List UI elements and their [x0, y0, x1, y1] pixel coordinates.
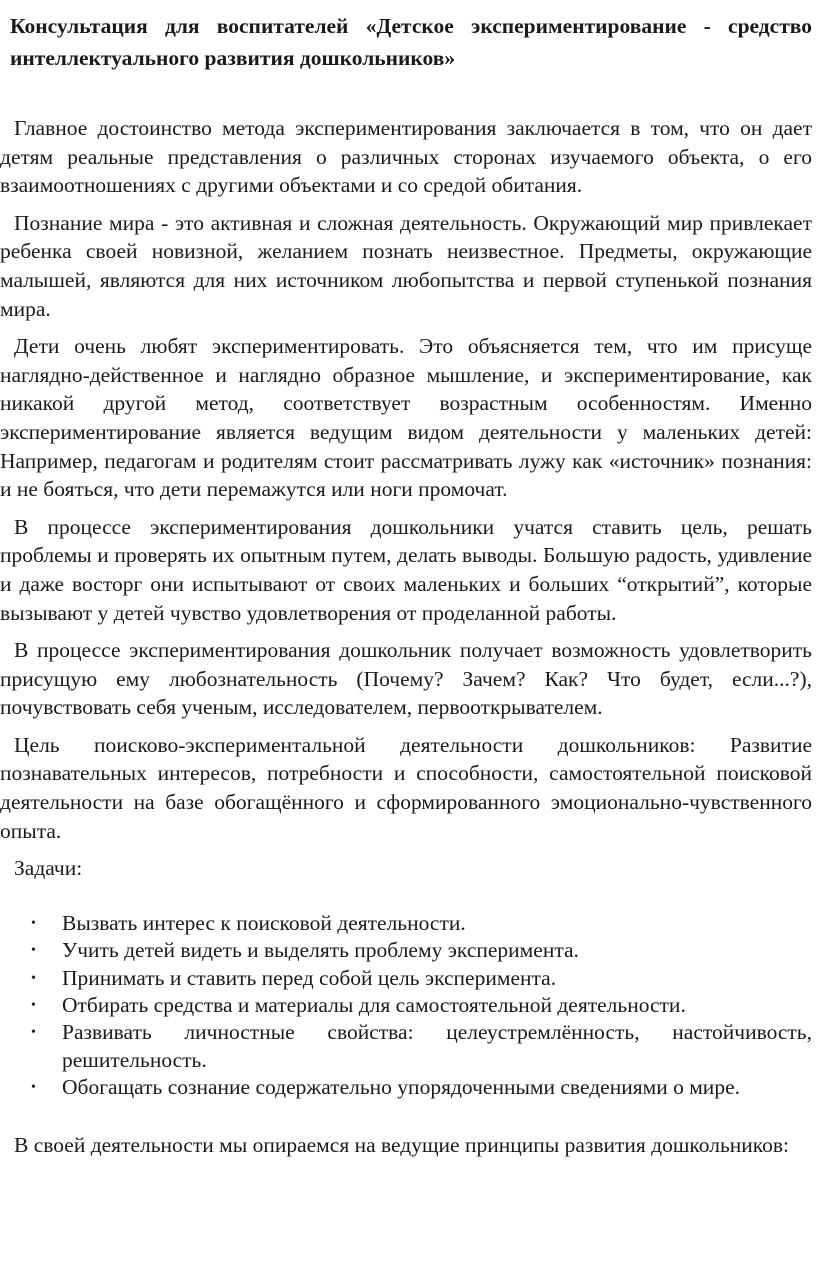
task-text: Развивать личностные свойства: целеустремлённость, настойчивость, решительность. — [62, 1020, 812, 1072]
paragraph-principles: В своей деятельности мы опираемся на ведущие принципы развития дошкольников: — [14, 1132, 790, 1157]
list-item — [0, 910, 812, 937]
task-text: Принимать и ставить перед собой цель эксперимента. — [62, 965, 557, 990]
bullet-icon: • — [31, 915, 36, 931]
list-item — [0, 1019, 812, 1074]
list-item — [0, 992, 812, 1019]
bullet-icon: • — [31, 1025, 36, 1041]
list-item — [0, 965, 812, 992]
paragraph-children-love-experiments: Дети очень любят экспериментировать. Это объясняется тем, что им присуще наглядно-действенное и наглядно образное мышление, и экспериментирование, как никакой другой метод, соответствует возрастным особенностям. Именно экспериментирование является ведущим видом деятельности у маленьких детей: Например, педагогам и родителям стоит рассматривать лужу как «источник» познания: и не бояться, что дети перемажутся или ноги промочат. — [0, 334, 812, 502]
paragraph-experiment-process: В процессе экспериментирования дошкольники учатся ставить цель, решать проблемы и проверять их опытным путем, делать выводы. Большую радость, удивление и даже восторг они испытывают от своих маленьких и больших “открытий”, которые вызывают у детей чувство удовлетворения от проделанной работы. — [0, 514, 812, 625]
tasks-list — [0, 910, 812, 1102]
bullet-icon: • — [31, 1080, 36, 1096]
task-text: Отбирать средства и материалы для самостоятельной деятельности. — [62, 993, 686, 1018]
list-item — [0, 937, 812, 964]
bullet-icon: • — [31, 970, 36, 986]
bullet-icon: • — [31, 998, 36, 1014]
title-spacer — [0, 74, 812, 114]
paragraph-curiosity: В процессе экспериментирования дошкольник получает возможность удовлетворить присущую ему любознательность (Почему? Зачем? Как? Что будет, если...?), почувствовать себя ученым, исследователем, первооткрывателем. — [0, 638, 812, 720]
task-text: Вызвать интерес к поисковой деятельности. — [62, 910, 466, 935]
tasks-heading: Задачи: — [14, 856, 83, 881]
list-item — [0, 1074, 812, 1101]
bullet-icon: • — [31, 943, 36, 959]
task-text: Учить детей видеть и выделять проблему эксперимента. — [62, 938, 579, 963]
task-text: Обогащать сознание содержательно упорядоченными сведениями о мире. — [62, 1075, 740, 1100]
paragraph-method-advantage: Главное достоинство метода экспериментирования заключается в том, что он дает детям реальные представления о различных сторонах изучаемого объекта, о его взаимоотношениях с другими объектами и со средой обитания. — [0, 116, 812, 198]
paragraph-goal: Цель поисково-экспериментальной деятельности дошкольников: Развитие познавательных интересов, потребности и способности, самостоятельной поисковой деятельности на базе обогащённого и сформированного эмоционально-чувственного опыта. — [0, 732, 812, 843]
paragraph-world-cognition: Познание мира - это активная и сложная деятельность. Окружающий мир привлекает ребенка своей новизной, желанием познать неизвестное. Предметы, окружающие малышей, являются для них источником любопытства и первой ступенькой познания мира. — [0, 210, 812, 321]
document-title: Консультация для воспитателей «Детское экспериментирование - средство интеллектуального развития дошкольников» — [10, 14, 812, 70]
